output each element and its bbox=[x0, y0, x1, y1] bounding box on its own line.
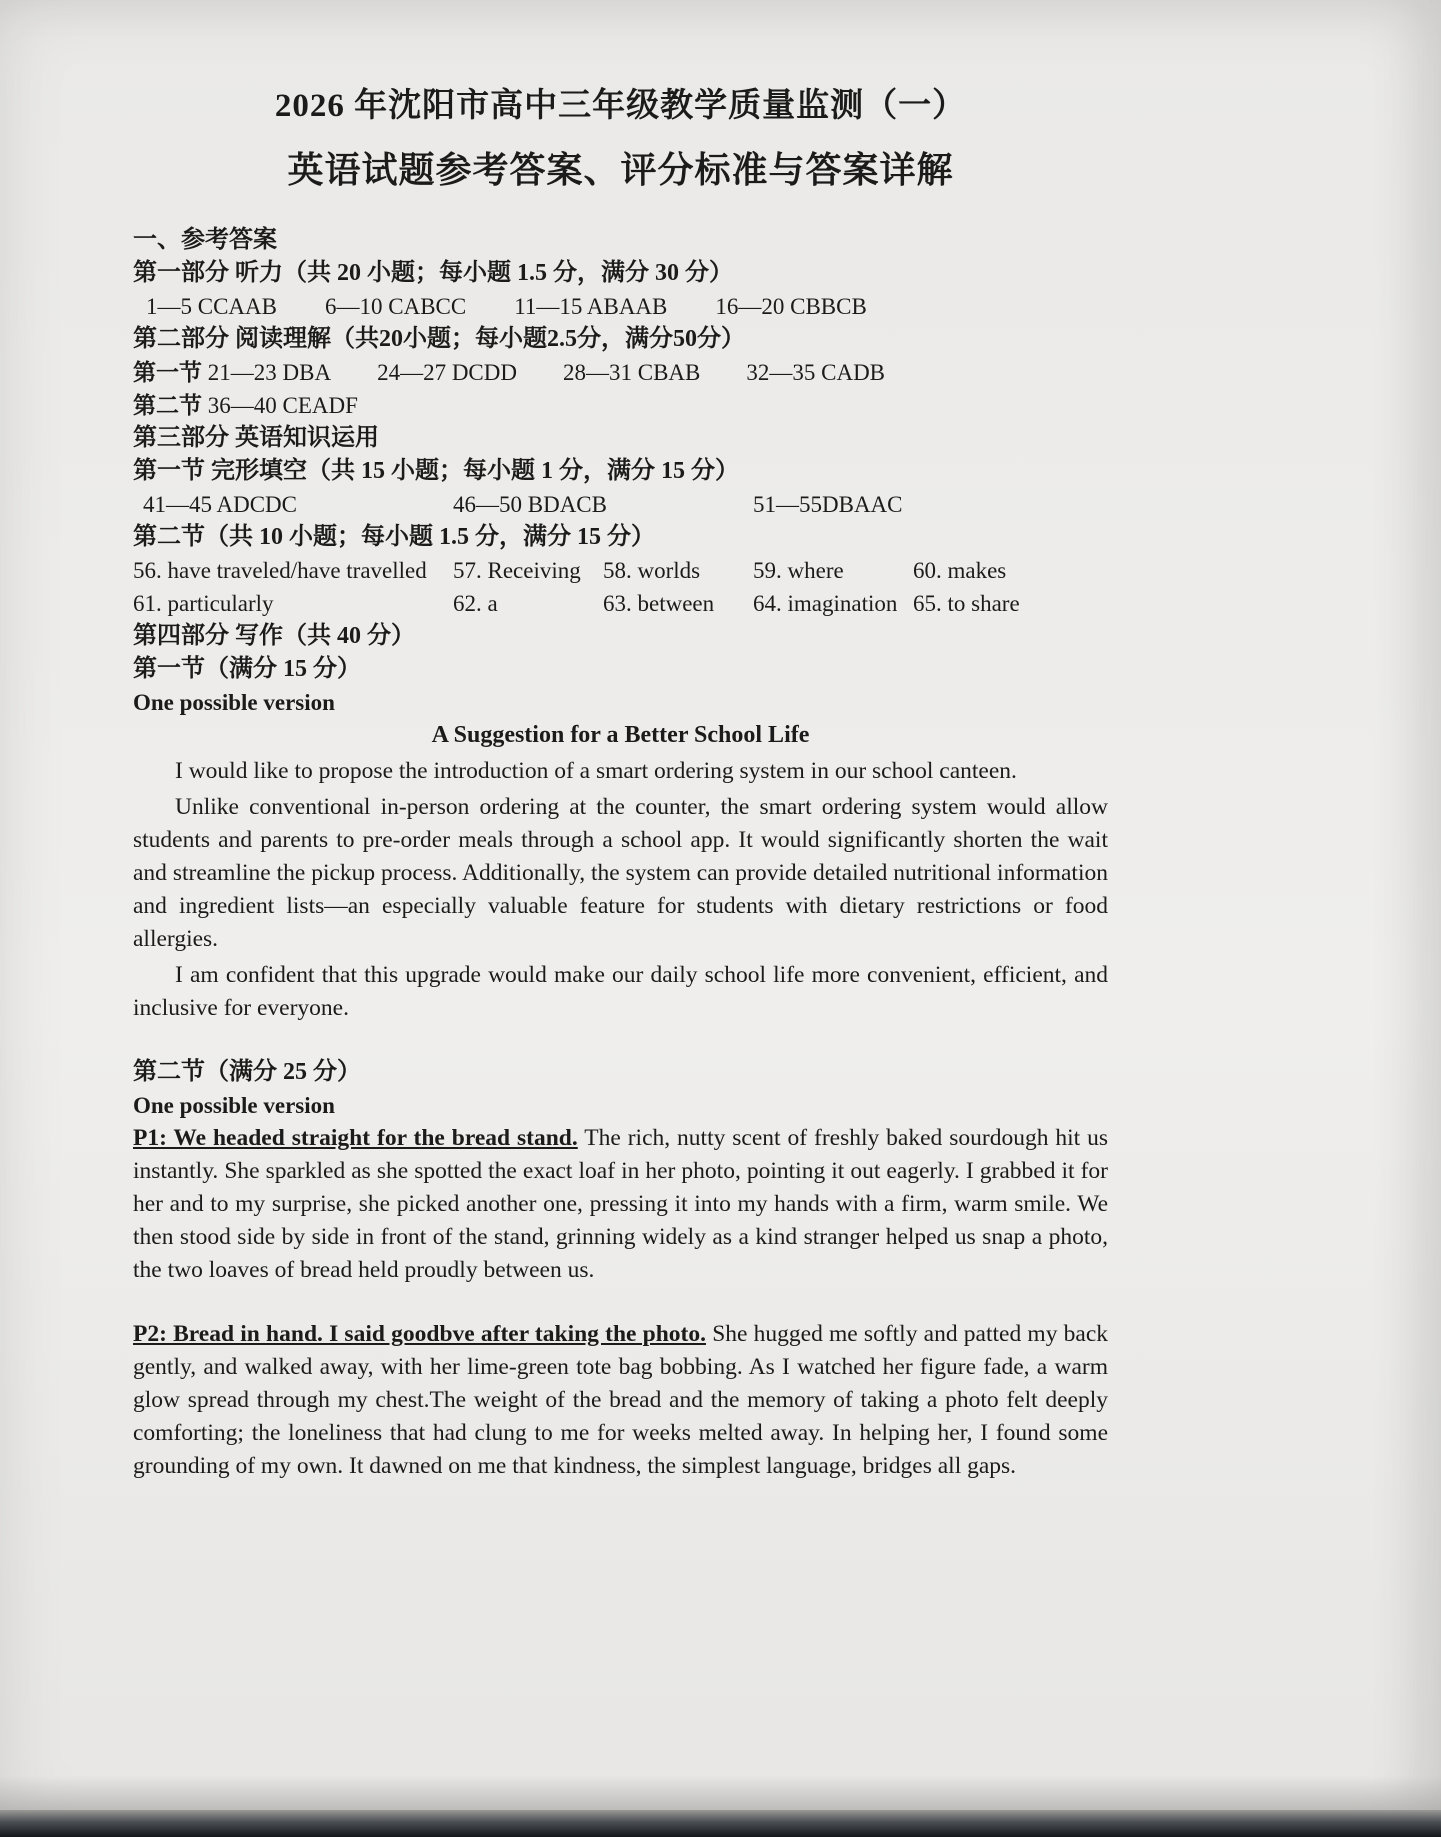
heading-grammar-fill: 第二节（共 10 小题；每小题 1.5 分，满分 15 分） bbox=[133, 524, 655, 550]
reading-section2-row bbox=[133, 389, 1108, 422]
story-p1-lead: P1: We headed straight for the bread stand. bbox=[133, 1125, 578, 1151]
story-p1-body: The rich, nutty scent of freshly baked sourdough hit us instantly. She sparkled as she spotted the exact loaf in her photo, pointing it out eagerly. I grabbed it for her and to my surprise, she picked another one, pressing it into my hands with a firm, warm smile. We then stood side by side in front of the stand, grinning widely as a kind stranger helped us snap a photo, the two loaves of bread held proudly between us. bbox=[133, 1125, 1108, 1283]
listening-answers-row bbox=[133, 290, 1108, 323]
heading-cloze: 第一节 完形填空（共 15 小题；每小题 1 分，满分 15 分） bbox=[133, 458, 739, 484]
answer-group: 16—20 CBBCB bbox=[715, 294, 867, 319]
heading-reference-answers: 一、参考答案 bbox=[133, 227, 277, 253]
reading-section1-row bbox=[133, 356, 1108, 389]
answer-item: 56. have traveled/have travelled bbox=[133, 558, 427, 583]
heading-writing-task2: 第二节（满分 25 分） bbox=[133, 1059, 361, 1085]
version-label-2: One possible version bbox=[133, 1093, 335, 1118]
section-label: 第一节 bbox=[133, 360, 202, 385]
scan-edge-fade bbox=[0, 1776, 1441, 1810]
answer-item: 63. between bbox=[603, 591, 715, 616]
story-p2-body: She hugged me softly and patted my back gently, and walked away, with her lime-green tote bag bobbing. As I watched her figure fade, a warm glow spread through my chest.The weight of the bread and the memory of taking a photo felt deeply comforting; the loneliness that had clung to me for weeks melted away. In helping her, I found some grounding of my own. It dawned on me that kindness, the simplest language, bridges all gaps. bbox=[133, 1321, 1108, 1479]
answer-group: 41—45 ADCDC bbox=[143, 492, 297, 517]
grammar-row-1 bbox=[133, 554, 1108, 587]
answer-item: 62. a bbox=[453, 591, 498, 616]
section-label: 第二节 bbox=[133, 393, 202, 418]
answer-item: 61. particularly bbox=[133, 591, 274, 616]
answer-group: 32—35 CADB bbox=[746, 360, 886, 385]
answer-item: 59. where bbox=[753, 558, 844, 583]
essay-paragraph: Unlike conventional in-person ordering at the counter, the smart ordering system would allow students and parents to pre-order meals through a school app. It would significantly shorten the wait and streamline the pickup process. Additionally, the system can provide detailed nutritional information and ingredient lists—an especially valuable feature for students with dietary restrictions or food allergies. bbox=[133, 794, 1108, 952]
heading-reading: 第二部分 阅读理解（共20小题；每小题2.5分，满分50分） bbox=[133, 326, 745, 352]
answer-group: 11—15 ABAAB bbox=[514, 294, 668, 319]
heading-writing-task1: 第一节（满分 15 分） bbox=[133, 656, 361, 682]
answer-group bbox=[133, 356, 331, 389]
answer-group: 51—55DBAAC bbox=[753, 492, 903, 517]
heading-writing: 第四部分 写作（共 40 分） bbox=[133, 623, 415, 649]
answer-group: 46—50 BDACB bbox=[453, 492, 607, 517]
essay-paragraph: I am confident that this upgrade would make our daily school life more convenient, efficient, and inclusive for everyone. bbox=[133, 962, 1108, 1021]
scan-edge-bar bbox=[0, 1810, 1441, 1837]
grammar-row-2 bbox=[133, 587, 1108, 620]
answer-group: 28—31 CBAB bbox=[562, 360, 701, 385]
heading-knowledge-use: 第三部分 英语知识运用 bbox=[133, 425, 379, 451]
essay-paragraph: I would like to propose the introduction of a smart ordering system in our school canteen. bbox=[175, 758, 1017, 784]
answer-group: 21—23 DBA bbox=[207, 360, 332, 385]
answer-item: 60. makes bbox=[913, 558, 1007, 583]
essay-title: A Suggestion for a Better School Life bbox=[431, 722, 810, 748]
title-line-2: 英语试题参考答案、评分标准与答案详解 bbox=[287, 150, 954, 190]
cloze-answers-row bbox=[133, 488, 1108, 521]
answer-group: 36—40 CEADF bbox=[207, 393, 358, 418]
document-content bbox=[133, 0, 1108, 1483]
answer-item: 58. worlds bbox=[603, 558, 701, 583]
story-paragraph-2 bbox=[133, 1318, 1108, 1483]
answer-item: 64. imagination bbox=[753, 591, 898, 616]
title-line-1: 2026 年沈阳市高中三年级教学质量监测（一） bbox=[274, 88, 967, 124]
answer-item: 65. to share bbox=[913, 591, 1020, 616]
answer-group: 6—10 CABCC bbox=[325, 294, 467, 319]
answer-item: 57. Receiving bbox=[453, 558, 581, 583]
story-p2-lead: P2: Bread in hand. I said goodbve after taking the photo. bbox=[133, 1321, 706, 1347]
story-paragraph-1 bbox=[133, 1122, 1108, 1287]
version-label-1: One possible version bbox=[133, 690, 335, 715]
heading-listening: 第一部分 听力（共 20 小题；每小题 1.5 分，满分 30 分） bbox=[133, 260, 733, 286]
answer-group: 1—5 CCAAB bbox=[146, 294, 277, 319]
answer-group: 24—27 DCDD bbox=[377, 360, 517, 385]
